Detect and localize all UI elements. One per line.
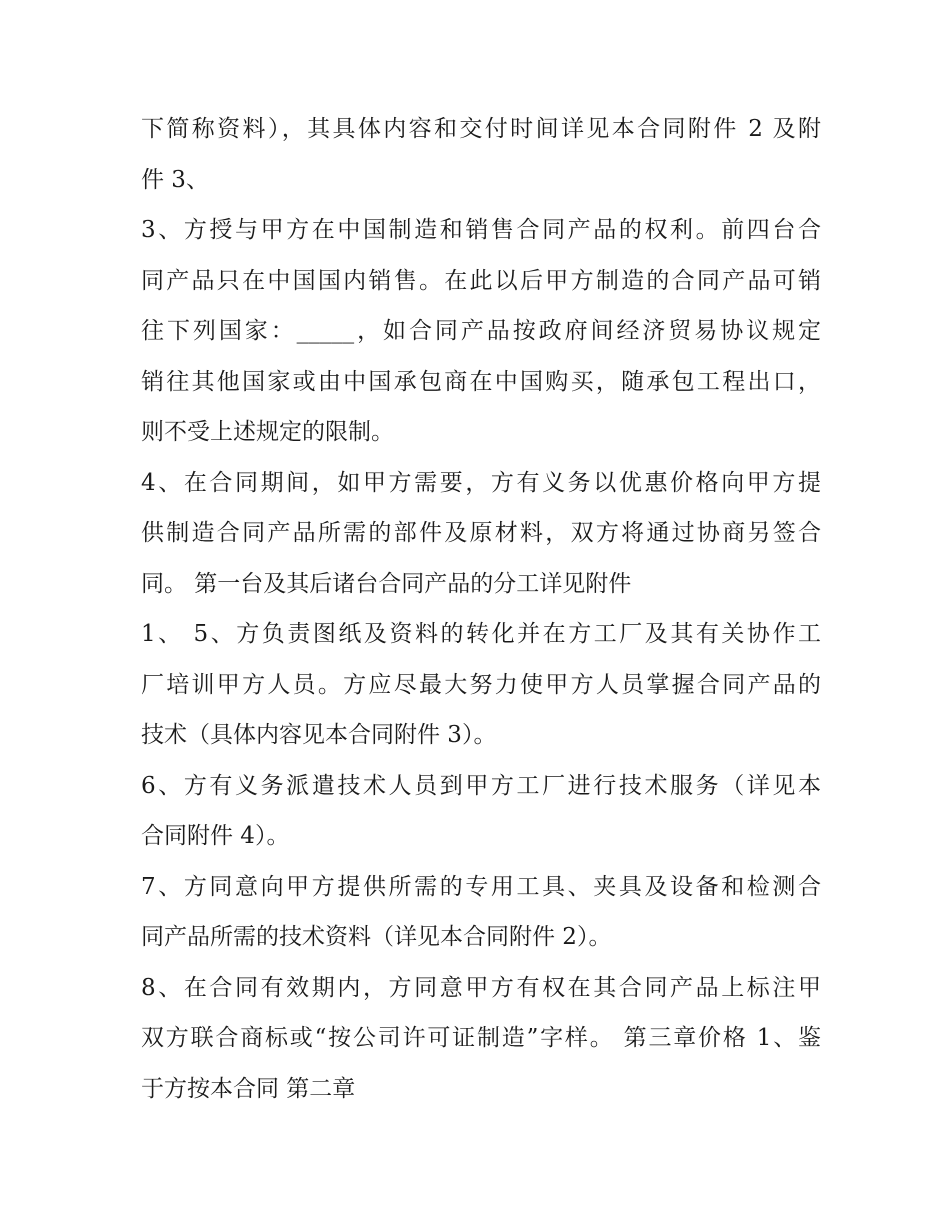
text-line-10: 同。 第一台及其后诸台合同产品的分工详见附件 bbox=[141, 570, 632, 597]
text-line-4: 同产品只在中国国内销售。在此以后甲方制造的合同产品可销 bbox=[141, 267, 821, 294]
text-line-12: 厂培训甲方人员。方应尽最大努力使甲方人员掌握合同产品的 bbox=[141, 671, 821, 698]
text-line-7: 则不受上述规定的限制。 bbox=[141, 419, 394, 445]
text-line-2: 件 3、 bbox=[141, 166, 209, 193]
text-line-3: 3、方授与甲方在中国制造和销售合同产品的权利。前四台合 bbox=[141, 217, 821, 243]
text-line-9: 供制造合同产品所需的部件及原材料，双方将通过协商另签合 bbox=[141, 520, 821, 546]
text-line-1: 下简称资料），其具体内容和交付时间详见本合同附件 2 及附 bbox=[141, 116, 821, 142]
text-line-19: 双方联合商标或“按公司许可证制造”字样。 第三章价格 1、鉴 bbox=[141, 1025, 821, 1051]
contract-text-body bbox=[141, 104, 821, 1114]
text-line-20: 于方按本合同 第二章 bbox=[141, 1075, 356, 1102]
text-line-11: 1、 5、方负责图纸及资料的转化并在方工厂及其有关协作工 bbox=[141, 621, 821, 647]
text-line-5: 往下列国家：_____，如合同产品按政府间经济贸易协议规定 bbox=[141, 318, 821, 344]
text-line-6: 销往其他国家或由中国承包商在中国购买，随承包工程出口， bbox=[141, 368, 821, 395]
text-line-17: 同产品所需的技术资料（详见本合同附件 2）。 bbox=[141, 924, 612, 950]
text-line-13: 技术（具体内容见本合同附件 3）。 bbox=[141, 722, 497, 748]
text-line-8: 4、在合同期间，如甲方需要，方有义务以优惠价格向甲方提 bbox=[141, 469, 821, 496]
text-line-15: 合同附件 4）。 bbox=[141, 823, 290, 849]
text-line-14: 6、方有义务派遣技术人员到甲方工厂进行技术服务（详见本 bbox=[141, 772, 821, 799]
text-line-18: 8、在合同有效期内，方同意甲方有权在其合同产品上标注甲 bbox=[141, 974, 821, 1001]
text-line-16: 7、方同意向甲方提供所需的专用工具、夹具及设备和检测合 bbox=[141, 873, 821, 900]
